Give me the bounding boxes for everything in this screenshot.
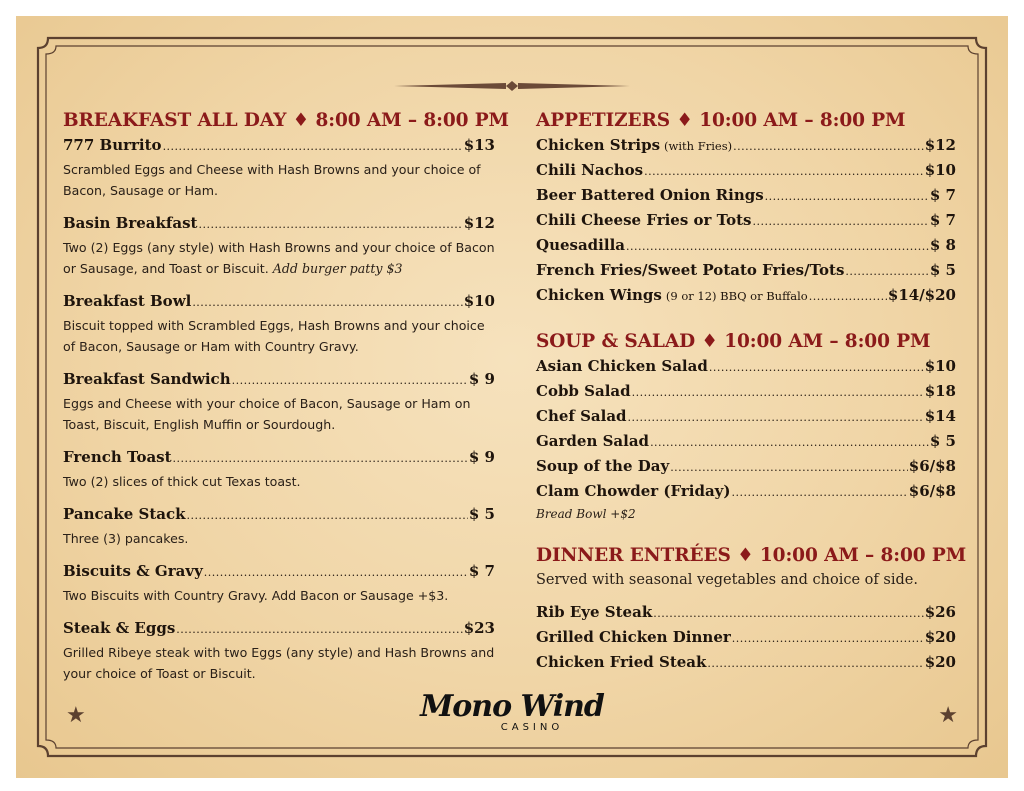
item-price: $ 5	[929, 261, 956, 279]
item-price: $ 7	[929, 211, 956, 229]
item-note: (9 or 12) BBQ or Buffalo	[665, 289, 808, 303]
menu-item	[536, 480, 956, 505]
dot-leader	[809, 286, 887, 308]
menu-item-line	[63, 212, 495, 236]
item-price: $ 5	[468, 505, 495, 523]
item-price: $ 8	[929, 236, 956, 254]
item-description	[63, 237, 495, 279]
menu-item-line	[63, 290, 495, 314]
item-description-text: Two Biscuits with Country Gravy. Add Bacon or Sausage +$3.	[63, 588, 449, 603]
dot-leader	[650, 432, 929, 454]
menu-item-line	[63, 446, 495, 470]
menu-item	[63, 617, 495, 684]
item-description	[63, 642, 495, 684]
menu-item-line	[536, 284, 956, 308]
right-column	[536, 108, 967, 676]
item-price: $6/$8	[908, 457, 956, 475]
dot-leader	[626, 236, 929, 258]
item-name: Soup of the Day	[536, 457, 670, 475]
menu-item	[536, 430, 956, 455]
menu-item	[63, 212, 495, 279]
dot-leader	[731, 482, 907, 504]
menu-item-line	[63, 368, 495, 392]
menu-item	[536, 626, 956, 651]
bread-bowl-note: Bread Bowl +$2	[536, 507, 636, 521]
menu-item-line	[63, 617, 495, 641]
item-name: French Fries/Sweet Potato Fries/Tots	[536, 261, 845, 279]
menu-item	[536, 259, 956, 284]
item-price: $12	[924, 136, 956, 154]
item-price: $10	[924, 161, 956, 179]
item-name: Rib Eye Steak	[536, 603, 653, 621]
dot-leader	[752, 211, 928, 233]
item-price: $18	[924, 382, 956, 400]
mono-wind-casino-logo	[399, 689, 625, 738]
menu-item	[536, 380, 956, 405]
item-name: 777 Burrito	[63, 136, 162, 154]
dinner-list	[536, 601, 956, 676]
item-price: $14/$20	[887, 286, 956, 304]
item-price: $6/$8	[908, 482, 956, 500]
menu-item	[536, 355, 956, 380]
item-description-italic: Add burger patty $3	[272, 261, 403, 276]
item-note: (with Fries)	[664, 139, 733, 153]
dot-leader	[670, 457, 908, 479]
menu-item	[536, 209, 956, 234]
item-description-text: Scrambled Eggs and Cheese with Hash Browns and your choice of Bacon, Sausage or Ham.	[63, 162, 481, 198]
dot-leader	[173, 448, 468, 470]
dot-leader	[204, 562, 468, 584]
item-name: Steak & Eggs	[63, 619, 176, 637]
item-description-text: Grilled Ribeye steak with two Eggs (any style) and Hash Browns and your choice of Toast or Biscuit.	[63, 645, 495, 681]
menu-item-line	[536, 380, 956, 404]
menu-item-line	[63, 134, 495, 158]
item-price: $20	[924, 628, 956, 646]
menu-item	[63, 134, 495, 201]
menu-item-line	[536, 455, 956, 479]
menu-item-line	[536, 259, 956, 283]
menu-item	[63, 368, 495, 435]
star-icon: ★	[938, 703, 958, 728]
item-name: Clam Chowder (Friday)	[536, 482, 731, 500]
breakfast-section	[63, 108, 509, 695]
item-name: Biscuits & Gravy	[63, 562, 203, 580]
menu-item-line	[536, 159, 956, 183]
star-icon: ★	[66, 703, 86, 728]
menu-page	[16, 16, 1008, 778]
menu-item	[536, 284, 956, 309]
menu-item-line	[536, 184, 956, 208]
item-price: $ 9	[468, 448, 495, 466]
item-name: Chef Salad	[536, 407, 627, 425]
dot-leader	[176, 619, 462, 641]
item-name: Chili Cheese Fries or Tots	[536, 211, 752, 229]
item-name: Basin Breakfast	[63, 214, 198, 232]
item-price: $10	[924, 357, 956, 375]
menu-item	[63, 290, 495, 357]
item-price: $13	[463, 136, 495, 154]
item-description-text: Three (3) pancakes.	[63, 531, 189, 546]
appetizers-list	[536, 134, 956, 309]
top-ornament	[394, 81, 630, 91]
item-description	[63, 585, 495, 606]
dot-leader	[192, 292, 462, 314]
item-name: French Toast	[63, 448, 172, 466]
item-price: $26	[924, 603, 956, 621]
item-price: $12	[463, 214, 495, 232]
dot-leader	[765, 186, 929, 208]
dot-leader	[732, 628, 924, 650]
logo-script: Mono Wind	[420, 689, 604, 724]
dot-leader	[198, 214, 462, 236]
item-description	[63, 471, 495, 492]
item-price: $ 9	[468, 370, 495, 388]
menu-item	[536, 184, 956, 209]
menu-item-line	[63, 503, 495, 527]
item-name: Pancake Stack	[63, 505, 186, 523]
menu-item	[536, 405, 956, 430]
menu-item-line	[536, 405, 956, 429]
menu-item-line	[536, 134, 956, 158]
appetizers-title: APPETIZERS ♦ 10:00 AM – 8:00 PM	[536, 110, 906, 131]
item-price: $14	[924, 407, 956, 425]
item-name: Quesadilla	[536, 236, 625, 254]
dot-leader	[632, 382, 924, 404]
item-description-text: Two (2) slices of thick cut Texas toast.	[63, 474, 301, 489]
dot-leader	[187, 505, 468, 527]
dot-leader	[845, 261, 928, 283]
menu-item-line	[536, 651, 956, 675]
menu-item	[536, 455, 956, 480]
dot-leader	[644, 161, 924, 183]
item-description-text: Two (2) Eggs (any style) with Hash Browns and your choice of Bacon or Sausage, and Toast or Biscuit.	[63, 240, 495, 276]
item-description-text: Biscuit topped with Scrambled Eggs, Hash Browns and your choice of Bacon, Sausage or Ham with Country Gravy.	[63, 318, 485, 354]
item-price: $23	[463, 619, 495, 637]
item-description-text: Eggs and Cheese with your choice of Bacon, Sausage or Ham on Toast, Biscuit, English Muffin or Sourdough.	[63, 396, 471, 432]
dot-leader	[232, 370, 468, 392]
item-name: Chicken Wings	[536, 286, 662, 304]
dinner-title: DINNER ENTRÉES ♦ 10:00 AM – 8:00 PM	[536, 545, 967, 566]
logo-casino: CASINO	[500, 722, 564, 733]
dot-leader	[709, 357, 924, 379]
item-description	[63, 393, 495, 435]
menu-item-line	[63, 560, 495, 584]
soup-salad-list	[536, 355, 956, 505]
item-name: Beer Battered Onion Rings	[536, 186, 764, 204]
menu-item-line	[536, 209, 956, 233]
menu-item-line	[536, 601, 956, 625]
menu-item	[536, 134, 956, 159]
menu-item-line	[536, 480, 956, 504]
item-price: $10	[463, 292, 495, 310]
menu-item	[536, 651, 956, 676]
item-name: Cobb Salad	[536, 382, 631, 400]
item-name: Chicken Fried Steak	[536, 653, 707, 671]
item-name: Garden Salad	[536, 432, 650, 450]
dot-leader	[733, 136, 924, 158]
menu-item	[536, 601, 956, 626]
item-name: Breakfast Bowl	[63, 292, 192, 310]
item-price: $ 7	[929, 186, 956, 204]
menu-item-line	[536, 626, 956, 650]
item-description	[63, 159, 495, 201]
menu-item	[536, 234, 956, 259]
dot-leader	[653, 603, 923, 625]
item-name: Asian Chicken Salad	[536, 357, 708, 375]
menu-item-line	[536, 355, 956, 379]
breakfast-title: BREAKFAST ALL DAY ♦ 8:00 AM – 8:00 PM	[63, 110, 509, 131]
breakfast-list	[63, 134, 495, 684]
item-price: $ 7	[468, 562, 495, 580]
item-description	[63, 528, 495, 549]
menu-item-line	[536, 234, 956, 258]
menu-item	[63, 560, 495, 606]
menu-item	[63, 503, 495, 549]
dot-leader	[163, 136, 463, 158]
item-name: Breakfast Sandwich	[63, 370, 231, 388]
menu-item	[536, 159, 956, 184]
item-name: Chicken Strips	[536, 136, 661, 154]
menu-item-line	[536, 430, 956, 454]
item-price: $20	[924, 653, 956, 671]
dot-leader	[628, 407, 924, 429]
soup-salad-title: SOUP & SALAD ♦ 10:00 AM – 8:00 PM	[536, 331, 931, 352]
item-price: $ 5	[929, 432, 956, 450]
dot-leader	[707, 653, 923, 675]
item-name: Grilled Chicken Dinner	[536, 628, 731, 646]
menu-item	[63, 446, 495, 492]
item-description	[63, 315, 495, 357]
dinner-subtitle: Served with seasonal vegetables and choice of side.	[536, 572, 918, 588]
item-name: Chili Nachos	[536, 161, 644, 179]
